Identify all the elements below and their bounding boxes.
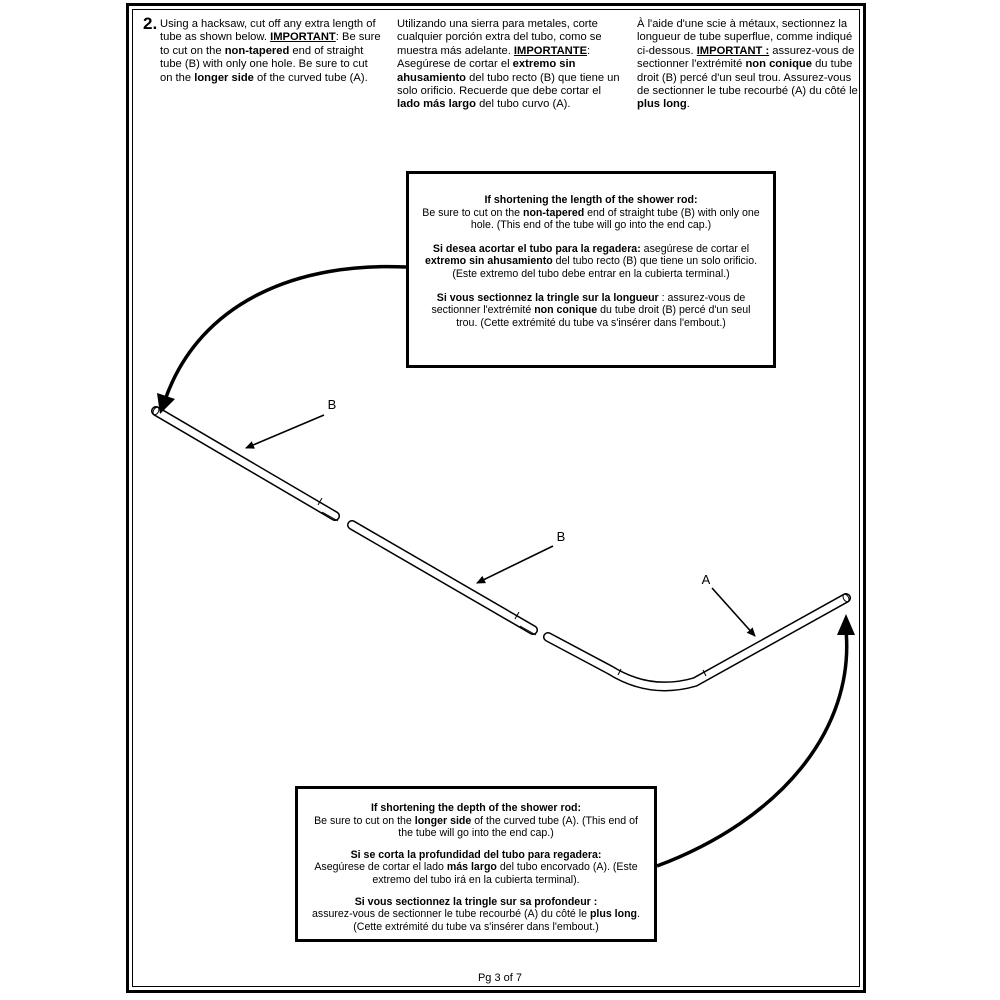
callout-depth-spanish: Si se corta la profundidad del tubo para regadera: Asegúrese de cortar el lado más largo del tubo encorvado (A). (Este extremo del tubo irá en la cubierta terminal). <box>314 848 638 886</box>
straight-tube-b-upper <box>152 406 338 521</box>
callout-depth-english: If shortening the depth of the shower rod: Be sure to cut on the longer side of the curved tube (A). (This end of the tube will go into the end cap.) <box>314 802 638 840</box>
callout-arrowhead-depth <box>837 614 855 635</box>
step-number: 2. <box>143 14 158 33</box>
label-b-lower: B <box>556 529 566 544</box>
callout-arrow-depth <box>657 630 847 866</box>
callout-length-english: If shortening the length of the shower rod: Be sure to cut on the non-tapered end of straight tube (B) with only one hole. (This end of the tube will go into the end cap.) <box>422 194 760 232</box>
straight-tube-b-lower <box>352 525 536 635</box>
callout-box-depth <box>295 786 657 942</box>
label-a: A <box>701 572 711 587</box>
curved-tube-a <box>548 593 850 686</box>
callout-arrowhead-length <box>157 393 175 414</box>
callout-length-spanish: Si desea acortar el tubo para la regadera: asegúrese de cortar el extremo sin ahusamiento del tubo recto (B) que tiene un solo orificio. (Este extremo del tubo debe entrar en la cubierta terminal.) <box>424 242 758 280</box>
pointer-arrow-b-upper <box>246 415 324 448</box>
callout-box-length <box>406 171 776 368</box>
pointer-arrow-a <box>712 588 755 636</box>
instructions-french: À l'aide d'une scie à métaux, sectionnez la longueur de tube superflue, comme indiqué ci-dessous. IMPORTANT : assurez-vous de sectionner l'extrémité non conique du tube droit (B) percé d'un seul trou. Assurez-vous de sectionner le tube recourbé (A) du côté le plus long. <box>637 18 858 111</box>
instructions-spanish: Utilizando una sierra para metales, corte cualquier porción extra del tubo, como se muestra más adelante. IMPORTANTE: Asegúrese de cortar el extremo sin ahusamiento del tubo recto (B) que tiene un solo orificio. Recuerde que debe cortar el lado más largo del tubo curvo (A). <box>397 18 620 111</box>
callout-arrow-length <box>165 267 406 400</box>
callout-depth-french: Si vous sectionnez la tringle sur sa profondeur : assurez-vous de sectionner le tube recourbé (A) du côté le plus long. (Cette extrémité du tube va s'insérer dans l'embout.) <box>312 895 640 933</box>
page-number: Pg 3 of 7 <box>477 972 523 984</box>
instructions-english: Using a hacksaw, cut off any extra length of tube as shown below. IMPORTANT: Be sure to cut on the non-tapered end of straight tube (B) with only one hole. Be sure to cut on the longer side of the curved tube (A). <box>160 18 381 84</box>
label-b-upper: B <box>327 397 337 412</box>
pointer-arrow-b-lower <box>477 546 553 583</box>
callout-length-french: Si vous sectionnez la tringle sur la longueur : assurez-vous de sectionner l'extrémité non conique du tube droit (B) percé d'un seul trou. (Cette extrémité du tube va s'insérer dans l'embout.) <box>431 291 751 329</box>
